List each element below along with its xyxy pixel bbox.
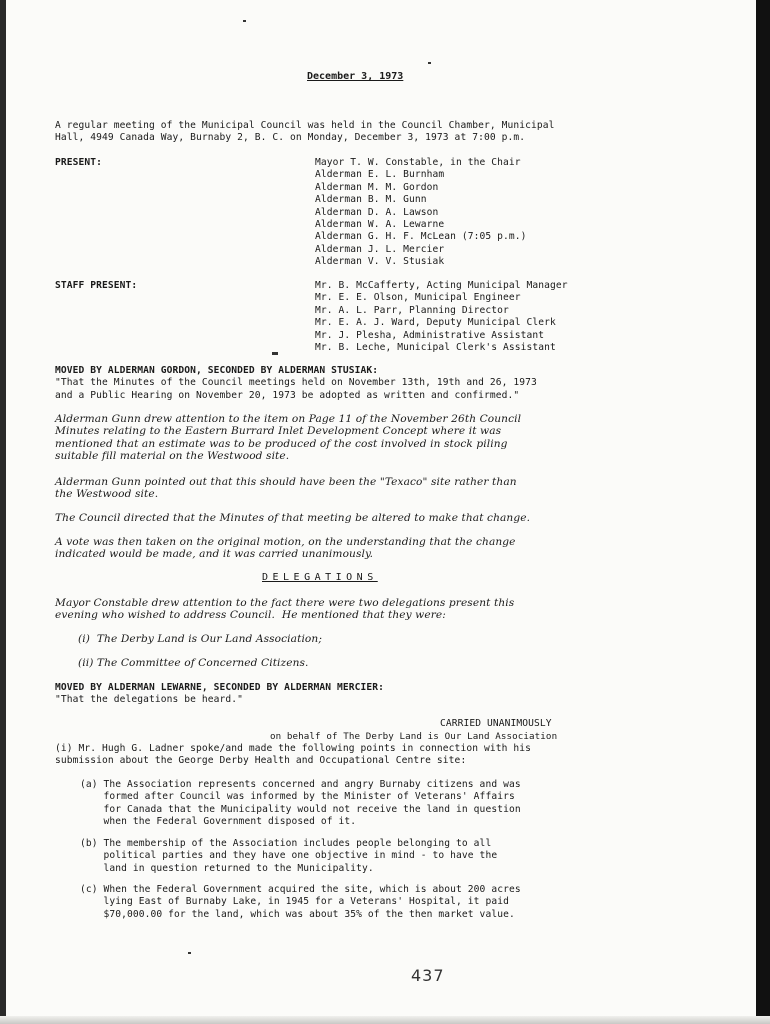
attendee: Alderman W. A. Lewarne xyxy=(315,219,445,231)
paragraph-line: Alderman Gunn drew attention to the item on Page 11 of the November 26th Council xyxy=(55,413,522,425)
staff-member: Mr. E. A. J. Ward, Deputy Municipal Clerk xyxy=(315,317,556,329)
attendee: Alderman J. L. Mercier xyxy=(315,243,445,255)
staff-member: Mr. A. L. Parr, Planning Director xyxy=(315,304,509,316)
mayor-paragraph xyxy=(55,597,514,622)
motion-mover: MOVED BY ALDERMAN LEWARNE, SECONDED BY ALDERMAN MERCIER: xyxy=(55,682,385,693)
handwritten-insert: on behalf of The Derby Land is Our Land Association xyxy=(270,731,558,742)
page-number: 437 xyxy=(411,966,445,985)
gunn-paragraph-2 xyxy=(55,476,517,501)
date-heading: December 3, 1973 xyxy=(307,71,404,82)
paragraph-line: indicated would be made, and it was carried unanimously. xyxy=(55,548,374,561)
attendee: Alderman M. M. Gordon xyxy=(315,181,439,193)
point-line: (a) The Association represents concerned and angry Burnaby citizens and was xyxy=(80,779,521,790)
paragraph-line: submission about the George Derby Health and Occupational Centre site: xyxy=(55,755,467,767)
scan-speck xyxy=(243,20,246,22)
motion-text: and a Public Hearing on November 20, 1973 be adopted as written and confirmed." xyxy=(55,389,520,401)
point-line: when the Federal Government disposed of it. xyxy=(80,816,357,828)
staff-label: STAFF PRESENT: xyxy=(55,280,138,291)
motion-minutes xyxy=(55,365,537,402)
motion-mover: MOVED BY ALDERMAN GORDON, SECONDED BY ALDERMAN STUSIAK: xyxy=(55,365,379,376)
paragraph-line: Mayor Constable drew attention to the fact there were two delegations present this xyxy=(55,597,515,609)
council-directive: The Council directed that the Minutes of that meeting be altered to make that change. xyxy=(55,512,531,524)
motion-text: "That the delegations be heard." xyxy=(55,694,244,706)
attendee: Alderman G. H. F. McLean (7:05 p.m.) xyxy=(315,231,527,243)
staff-member: Mr. B. Leche, Municipal Clerk's Assistant xyxy=(315,342,556,354)
point-line: lying East of Burnaby Lake, in 1945 for a Veterans' Hospital, it paid xyxy=(80,896,509,908)
attendee: Alderman V. V. Stusiak xyxy=(315,256,445,268)
paragraph-line: Minutes relating to the Eastern Burrard Inlet Development Concept where it was xyxy=(55,425,502,438)
vote-paragraph xyxy=(55,536,516,561)
intro-paragraph xyxy=(55,120,554,145)
paragraph-line: the Westwood site. xyxy=(55,488,159,501)
attendee: Alderman B. M. Gunn xyxy=(315,194,427,206)
point-line: political parties and they have one objective in mind - to have the xyxy=(80,850,498,862)
present-list xyxy=(315,157,527,269)
attendee: Mayor T. W. Constable, in the Chair xyxy=(315,157,521,168)
intro-line: Hall, 4949 Canada Way, Burnaby 2, B. C. on Monday, December 3, 1973 at 7:00 p.m. xyxy=(55,132,526,144)
point-line: $70,000.00 for the land, which was about 35% of the then market value. xyxy=(80,908,515,920)
staff-member: Mr. E. E. Olson, Municipal Engineer xyxy=(315,292,521,304)
present-label: PRESENT: xyxy=(55,157,103,168)
scan-edge-right xyxy=(756,0,770,1024)
carried-unanimously: CARRIED UNANIMOUSLY xyxy=(440,718,552,729)
paragraph-line: evening who wished to address Council. He mentioned that they were: xyxy=(55,609,446,622)
gunn-paragraph-1 xyxy=(55,413,521,463)
scan-edge-bottom xyxy=(0,1016,770,1024)
scan-speck xyxy=(272,352,278,355)
delegation-item: (i) The Derby Land is Our Land Association; xyxy=(78,633,323,645)
attendee: Alderman D. A. Lawson xyxy=(315,206,439,218)
point-line: land in question returned to the Municipality. xyxy=(80,862,374,874)
point-line: formed after Council was informed by the Minister of Veterans' Affairs xyxy=(80,791,515,803)
motion-delegations xyxy=(55,682,384,707)
paragraph-line: suitable fill material on the Westwood site. xyxy=(55,450,290,463)
delegation-item: (ii) The Committee of Concerned Citizens. xyxy=(78,657,309,669)
delegations-heading: DELEGATIONS xyxy=(262,572,378,583)
scan-edge-left xyxy=(0,0,6,1024)
point-c xyxy=(80,884,521,921)
point-b xyxy=(80,838,497,875)
paragraph-line: Alderman Gunn pointed out that this should have been the "Texaco" site rather than xyxy=(55,476,517,488)
paragraph-line: (i) Mr. Hugh G. Ladner spoke/and made the following points in connection with his xyxy=(55,743,531,754)
point-line: (b) The membership of the Association includes people belonging to all xyxy=(80,838,492,849)
point-line: (c) When the Federal Government acquired the site, which is about 200 acres xyxy=(80,884,521,895)
attendee: Alderman E. L. Burnham xyxy=(315,169,445,181)
paragraph-line: mentioned that an estimate was to be produced of the cost involved in stock piling xyxy=(55,437,508,450)
staff-list xyxy=(315,280,568,354)
scan-speck xyxy=(188,952,191,954)
paragraph-line: A vote was then taken on the original motion, on the understanding that the change xyxy=(55,536,516,548)
ladner-paragraph xyxy=(55,743,531,768)
staff-member: Mr. B. McCafferty, Acting Municipal Manager xyxy=(315,280,568,291)
motion-text: "That the Minutes of the Council meetings held on November 13th, 19th and 26, 1973 xyxy=(55,377,537,389)
scan-speck xyxy=(428,62,431,64)
staff-member: Mr. J. Plesha, Administrative Assistant xyxy=(315,329,545,341)
intro-line: A regular meeting of the Municipal Council was held in the Council Chamber, Municipal xyxy=(55,120,555,131)
point-a xyxy=(80,779,521,829)
point-line: for Canada that the Municipality would not receive the land in question xyxy=(80,803,521,815)
